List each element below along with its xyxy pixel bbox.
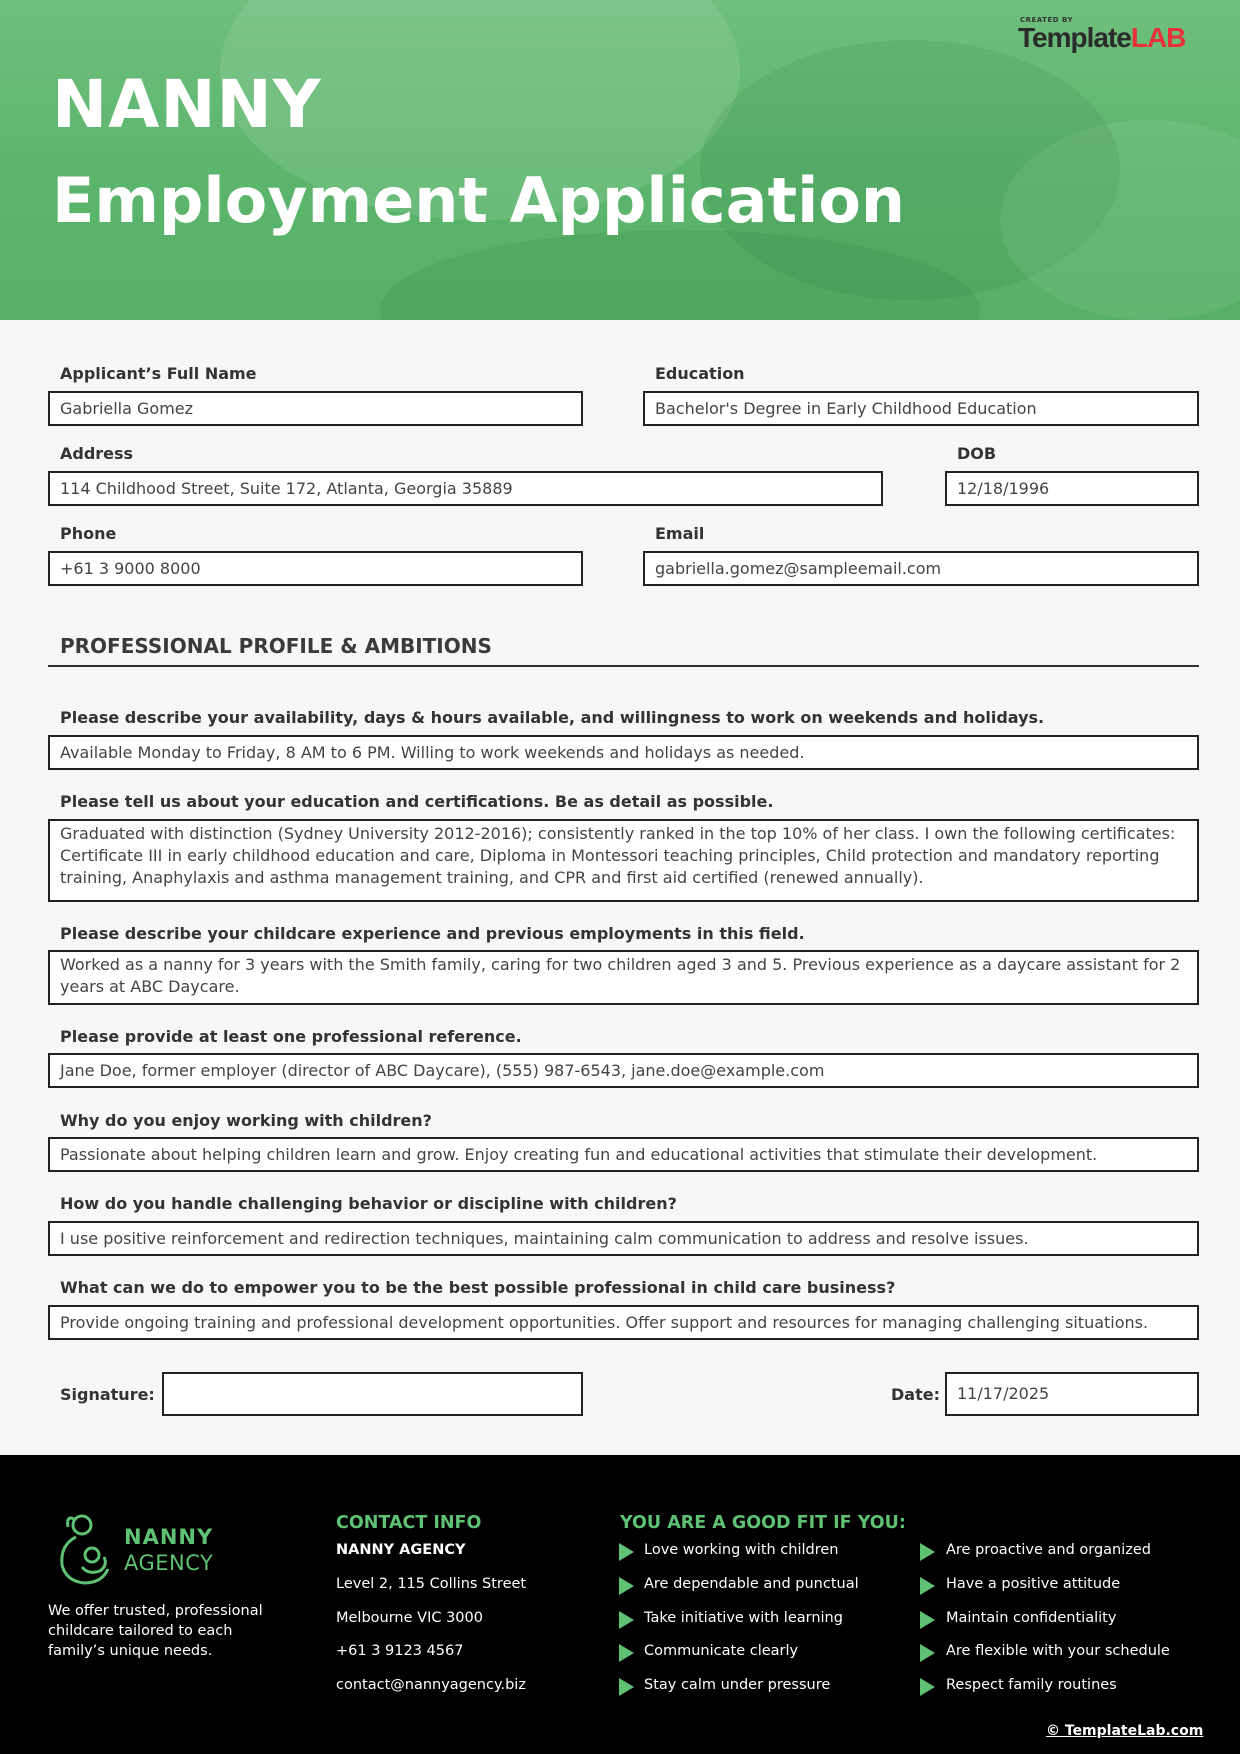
fit-item: Are flexible with your schedule [946,1643,1170,1659]
behavior-field[interactable]: I use positive reinforcement and redirection techniques, maintaining calm communication to address and resolve issues. [48,1221,1199,1256]
footer [0,1455,1240,1754]
contact-heading: CONTACT INFO [336,1513,482,1533]
fit-item: Are dependable and punctual [644,1576,859,1592]
contact-email[interactable]: contact@nannyagency.biz [336,1677,526,1693]
fit-item: Respect family routines [946,1677,1117,1693]
agency-description: We offer trusted, professional childcare tailored to each family’s unique needs. [48,1603,263,1659]
brand-name-lab: LAB [1130,22,1186,53]
question-reference-label: Please provide at least one professional reference. [60,1027,522,1046]
brand-name [1018,22,1185,54]
fit-item: Stay calm under pressure [644,1677,831,1693]
question-availability-label: Please describe your availability, days & hours available, and willingness to work on weekends and holidays. [60,708,1045,727]
question-behavior-label: How do you handle challenging behavior or discipline with children? [60,1194,677,1213]
triangle-bullet-icon [619,1611,634,1629]
triangle-bullet-icon [619,1678,634,1696]
question-enjoy-label: Why do you enjoy working with children? [60,1111,432,1130]
question-experience-label: Please describe your childcare experience and previous employments in this field. [60,924,805,943]
header-banner [0,0,1240,320]
date-field[interactable]: 11/17/2025 [945,1372,1199,1416]
triangle-bullet-icon [920,1577,935,1595]
question-empower-label: What can we do to empower you to be the best possible professional in child care business? [60,1278,896,1297]
fit-item: Have a positive attitude [946,1576,1121,1592]
section-divider [48,665,1199,667]
dob-field[interactable]: 12/18/1996 [945,471,1199,506]
contact-city: Melbourne VIC 3000 [336,1610,483,1626]
dob-label: DOB [957,444,997,463]
triangle-bullet-icon [619,1543,634,1561]
empower-field[interactable]: Provide ongoing training and professional development opportunities. Offer support and resources for managing challenging situations. [48,1305,1199,1340]
contact-phone: +61 3 9123 4567 [336,1643,464,1659]
fit-item: Are proactive and organized [946,1542,1152,1558]
fit-heading: YOU ARE A GOOD FIT IF YOU: [620,1513,906,1533]
brand-name-template: Template [1018,22,1131,53]
templatelab-logo [1016,14,1216,54]
triangle-bullet-icon [920,1644,935,1662]
education-certifications-field[interactable]: Graduated with distinction (Sydney University 2012-2016); consistently ranked in the top 10% of her class. I own the following certificates: Certificate III in early childhood education and care, Diploma in Montessori teaching principles, Child protection and mandatory reporting training, Anaphylaxis and asthma management training, and CPR and first aid certified (renewed annually). [48,819,1199,902]
phone-label: Phone [60,524,117,543]
fit-item: Maintain confidentiality [946,1610,1117,1626]
contact-agency-name: NANNY AGENCY [336,1542,466,1558]
contact-street: Level 2, 115 Collins Street [336,1576,527,1592]
section-title: PROFESSIONAL PROFILE & AMBITIONS [60,634,492,658]
fit-item: Take initiative with learning [644,1610,843,1626]
education-label: Education [655,364,745,383]
brand-created-by: CREATED BY [1020,16,1074,24]
address-field[interactable]: 114 Childhood Street, Suite 172, Atlanta, Georgia 35889 [48,471,883,506]
fit-item: Communicate clearly [644,1643,799,1659]
date-label: Date: [891,1385,940,1404]
triangle-bullet-icon [619,1577,634,1595]
availability-field[interactable]: Available Monday to Friday, 8 AM to 6 PM. Willing to work weekends and holidays as needed. [48,735,1199,770]
signature-label: Signature: [60,1385,155,1404]
triangle-bullet-icon [920,1543,935,1561]
full-name-label: Applicant’s Full Name [60,364,257,383]
triangle-bullet-icon [920,1611,935,1629]
address-label: Address [60,444,134,463]
email-field[interactable]: gabriella.gomez@sampleemail.com [643,551,1199,586]
enjoy-children-field[interactable]: Passionate about helping children learn and grow. Enjoy creating fun and educational activities that stimulate their development. [48,1137,1199,1172]
signature-field[interactable] [162,1372,583,1416]
triangle-bullet-icon [920,1678,935,1696]
nanny-agency-logo-icon [54,1511,116,1587]
question-education-label: Please tell us about your education and certifications. Be as detail as possible. [60,792,774,811]
logo-word-nanny: NANNY [124,1525,214,1549]
page-title-line2: Employment Application [52,164,906,237]
logo-word-agency: AGENCY [124,1551,214,1575]
experience-field[interactable]: Worked as a nanny for 3 years with the Smith family, caring for two children aged 3 and 5. Previous experience as a daycare assistant for 2 years at ABC Daycare. [48,950,1199,1005]
email-label: Email [655,524,705,543]
phone-field[interactable]: +61 3 9000 8000 [48,551,583,586]
reference-field[interactable]: Jane Doe, former employer (director of ABC Daycare), (555) 987-6543, jane.doe@example.com [48,1053,1199,1088]
full-name-field[interactable]: Gabriella Gomez [48,391,583,426]
page-title-line1: NANNY [52,66,322,143]
copyright-link[interactable]: © TemplateLab.com [1046,1723,1204,1739]
education-field[interactable]: Bachelor's Degree in Early Childhood Education [643,391,1199,426]
triangle-bullet-icon [619,1644,634,1662]
fit-item: Love working with children [644,1542,839,1558]
